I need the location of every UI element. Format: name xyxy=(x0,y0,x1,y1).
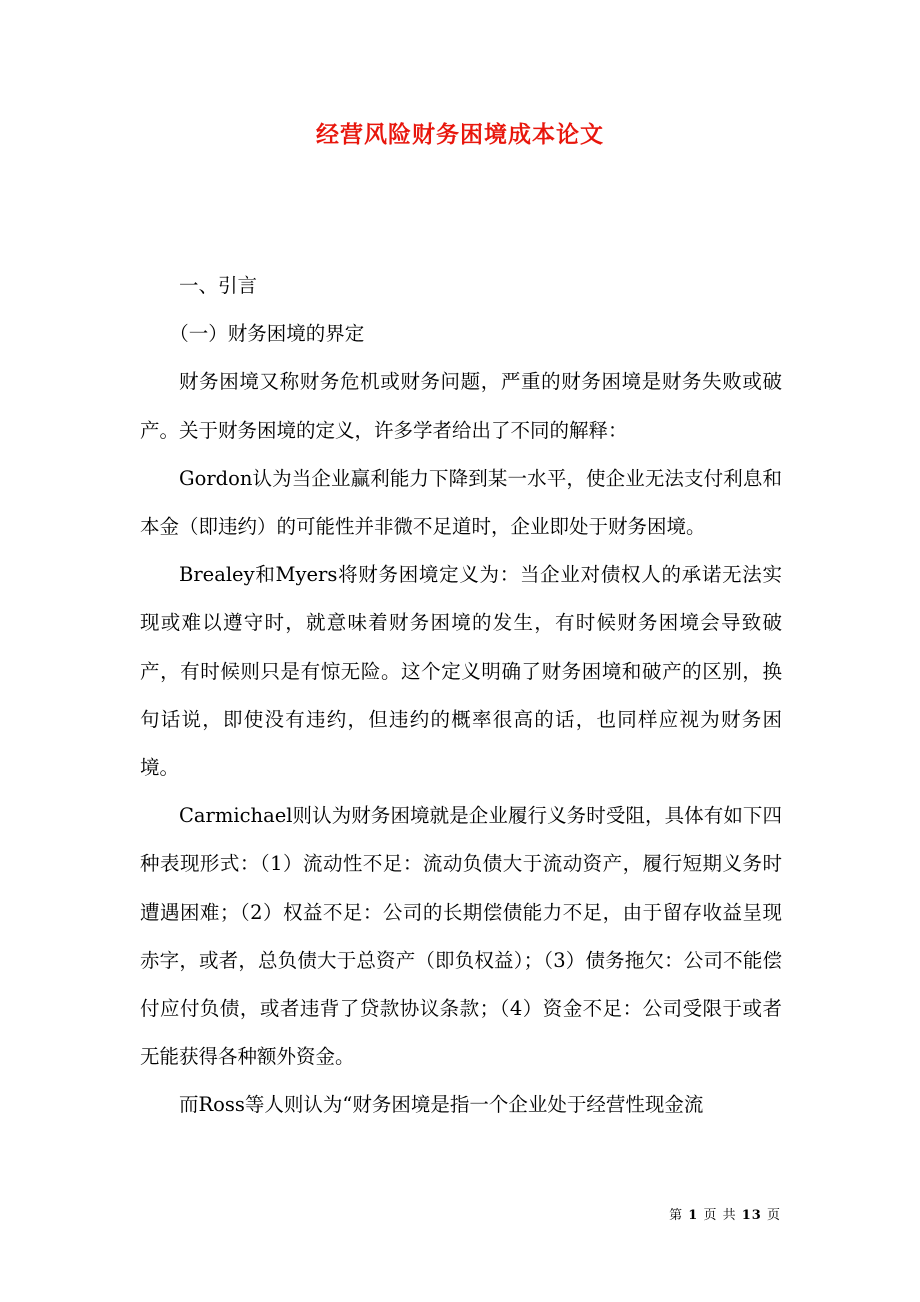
footer-current-page: 1 xyxy=(688,1208,699,1223)
footer-total-pages: 13 xyxy=(741,1208,762,1223)
paragraph-brealey-myers: Brealey和Myers将财务困境定义为：当企业对债权人的承诺无法实现或难以遵守时，就意味着财务困境的发生，有时候财务困境会导致破产，有时候则只是有惊无险。这个定义明确了财务困境和破产的区别，换句话说，即使没有违约，但违约的概率很高的话，也同样应视为财务困境。 xyxy=(140,563,782,780)
footer-prefix: 第 xyxy=(669,1208,684,1223)
section-heading-introduction: 一、引言 xyxy=(179,274,258,297)
document-title: 经营风险财务困境成本论文 xyxy=(316,121,604,148)
footer-suffix: 页 xyxy=(766,1208,781,1223)
paragraph-ross: 而Ross等人则认为“财务困境是指一个企业处于经营性现金流 xyxy=(179,1093,704,1117)
paragraph-gordon: Gordon认为当企业赢利能力下降到某一水平，使企业无法支付利息和本金（即违约）的可能性并非微不足道时，企业即处于财务困境。 xyxy=(140,466,782,539)
paragraph-definition-intro: 财务困境又称财务危机或财务问题，严重的财务困境是财务失败或破产。关于财务困境的定义，许多学者给出了不同的解释： xyxy=(140,370,782,442)
document-body xyxy=(140,262,782,1130)
subsection-heading-definition: （一）财务困境的界定 xyxy=(169,322,365,346)
paragraph-carmichael: Carmichael则认为财务困境就是企业履行义务时受阻，具体有如下四种表现形式：（1）流动性不足：流动负债大于流动资产，履行短期义务时遭遇困难；（2）权益不足：公司的长期偿债能力不足，由于留存收益呈现赤字，或者，总负债大于总资产（即负权益）；（3）债务拖欠：公司不能偿付应付负债，或者违背了贷款协议条款；（4）资金不足：公司受限于或者无能获得各种额外资金。 xyxy=(140,804,782,1069)
footer-middle: 页 共 xyxy=(703,1208,737,1223)
page-footer xyxy=(0,1205,781,1227)
